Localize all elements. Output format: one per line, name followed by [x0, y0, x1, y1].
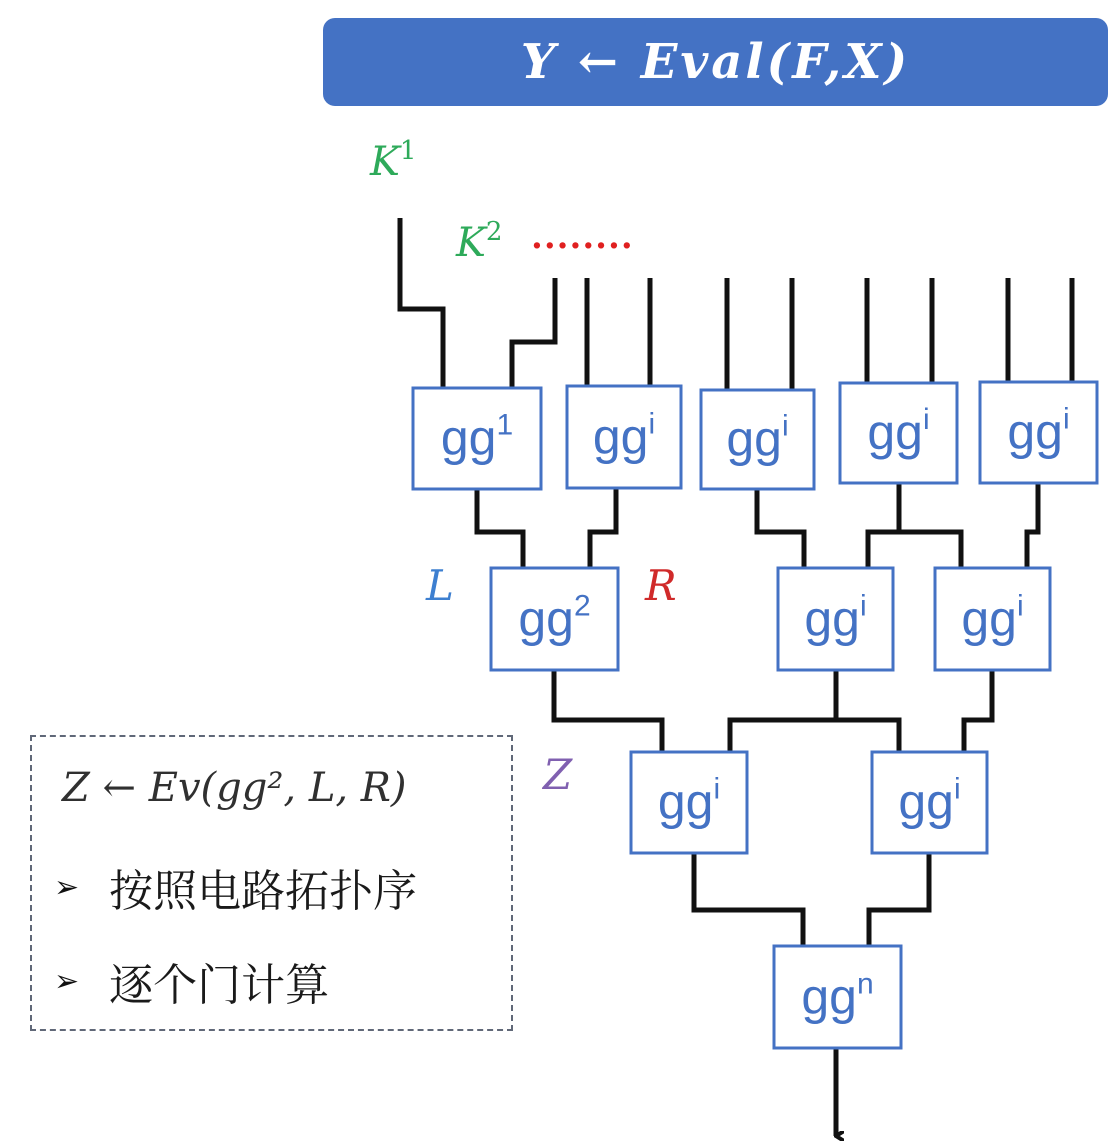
note-item-text: 按照电路拓扑序 [109, 866, 418, 917]
note-item-2 [54, 949, 329, 1013]
gate-label: $gg^i$ [804, 589, 867, 647]
gate-g10 [872, 752, 987, 853]
ellipsis-label: ........ [531, 217, 634, 257]
note-item-1 [54, 855, 417, 919]
evaluation-note-box [30, 735, 513, 1031]
left-wire-label: L [426, 561, 454, 610]
key-k1-label: $K^1$ [370, 136, 417, 185]
gate-g11 [774, 946, 901, 1048]
gate-label: $gg^i$ [1007, 402, 1070, 460]
wire-ggi4-split [868, 483, 961, 568]
arrow-bullet-icon: ➢ [54, 869, 80, 905]
gate-g8 [935, 568, 1050, 670]
gate-label: $gg^1$ [440, 408, 514, 466]
gate-label: $gg^i$ [898, 772, 961, 830]
gate-g3 [701, 390, 814, 489]
wire-k1 [400, 218, 443, 388]
gate-label: $gg^i$ [657, 772, 721, 830]
wire-k2 [512, 278, 555, 388]
gate-g6 [491, 568, 618, 670]
gate-g5 [980, 382, 1097, 483]
gate-label: $gg^i$ [592, 407, 656, 465]
note-item-text: 逐个门计算 [109, 960, 330, 1011]
gate-label: $gg^i$ [726, 409, 789, 467]
gate-label: $gg^i$ [867, 403, 930, 460]
gate-label: $gg^n$ [801, 967, 874, 1025]
wire-ggi-gg2 [590, 488, 616, 568]
gate-label: $gg^i$ [961, 589, 1024, 647]
wire-l3-left [694, 853, 803, 946]
key-k2-label: $K^2$ [456, 217, 503, 266]
gate-g7 [778, 568, 893, 670]
wire-mid-split [730, 670, 899, 752]
gate-label: $gg^2$ [518, 589, 591, 647]
wire-gg1-gg2 [477, 489, 523, 568]
gate-g4 [840, 383, 957, 483]
right-wire-label: R [645, 561, 677, 610]
gate-g1 [413, 388, 541, 489]
gate-g9 [631, 752, 747, 853]
wire-gg2-z [554, 670, 662, 752]
gate-g2 [567, 386, 681, 488]
wire-ggi3-mid [757, 489, 804, 568]
wire-ggi5-right [1027, 483, 1038, 568]
wire-right-l3 [964, 670, 992, 752]
arrow-bullet-icon: ➢ [54, 963, 80, 999]
eval-title: Y ← Eval(F,X) [520, 34, 911, 90]
z-wire-label: Z [543, 750, 573, 799]
ev-formula: Z ← Ev(gg², L, R) [62, 765, 407, 811]
wire-l3-right [869, 853, 929, 946]
